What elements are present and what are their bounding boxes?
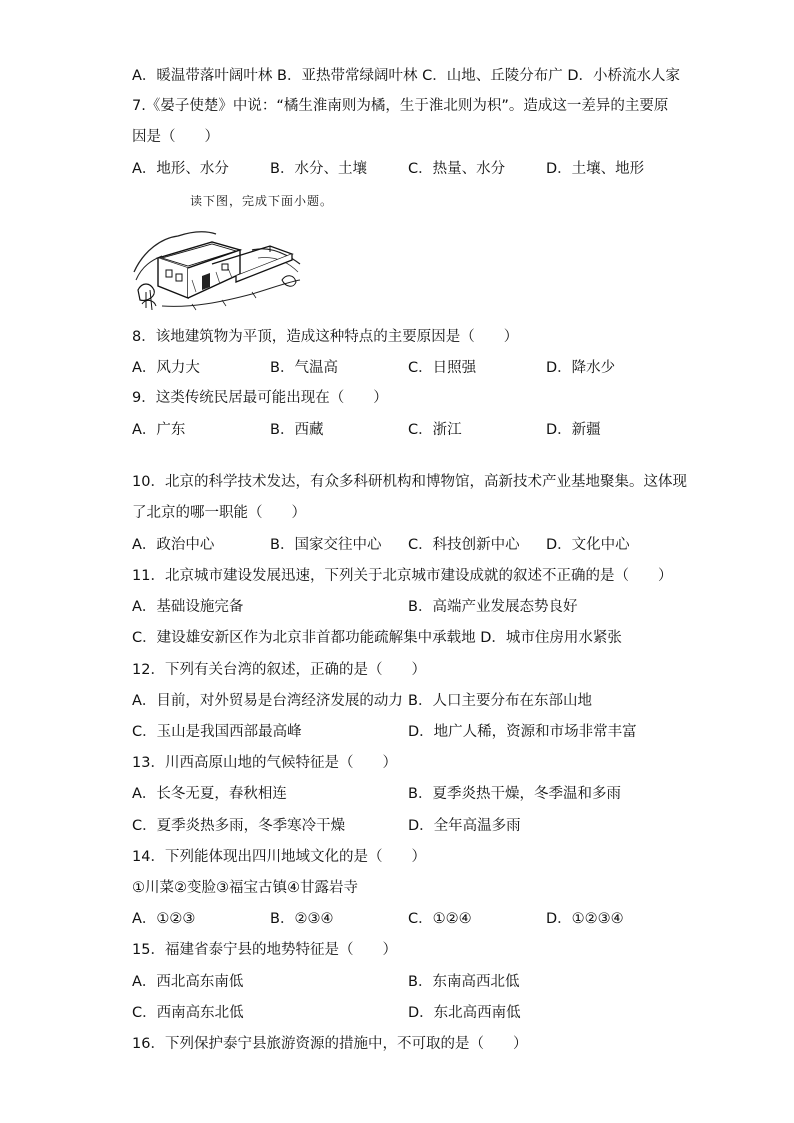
q11-option-a: A．基础设施完备 bbox=[132, 599, 244, 615]
q11-option-b: B．高端产业发展态势良好 bbox=[408, 599, 578, 615]
q16-stem: 16．下列保护泰宁县旅游资源的措施中，不可取的是（ ） bbox=[132, 1036, 528, 1052]
q15-stem: 15．福建省泰宁县的地势特征是（ ） bbox=[132, 942, 397, 958]
q9-option-b: B．西藏 bbox=[270, 422, 324, 438]
q15-option-a: A．西北高东南低 bbox=[132, 974, 244, 990]
q12-stem: 12．下列有关台湾的叙述，正确的是（ ） bbox=[132, 662, 426, 678]
q9-option-c: C．浙江 bbox=[408, 422, 462, 438]
q12-option-d: D．地广人稀，资源和市场非常丰富 bbox=[408, 724, 637, 740]
flat-roof-house-illustration bbox=[132, 220, 302, 312]
q8-option-d: D．降水少 bbox=[546, 360, 616, 376]
q10-stem-line1: 10．北京的科学技术发达，有众多科研机构和博物馆，高新技术产业基地聚集。这体现 bbox=[132, 474, 687, 490]
q12-option-c: C．玉山是我国西部最高峰 bbox=[132, 724, 302, 740]
q7-option-b: B．水分、土壤 bbox=[270, 161, 367, 177]
q10-option-a: A．政治中心 bbox=[132, 537, 215, 553]
q8-option-b: B．气温高 bbox=[270, 360, 338, 376]
q7-stem-line1: 7.《晏子使楚》中说：“橘生淮南则为橘，生于淮北则为枳”。造成这一差异的主要原 bbox=[132, 98, 669, 114]
q11-stem: 11．北京城市建设发展迅速，下列关于北京城市建设成就的叙述不正确的是（ ） bbox=[132, 568, 673, 584]
q15-option-c: C．西南高东北低 bbox=[132, 1005, 244, 1021]
q14-option-c: C．①②④ bbox=[408, 911, 472, 927]
q10-option-b: B．国家交往中心 bbox=[270, 537, 382, 553]
q15-option-d: D．东北高西南低 bbox=[408, 1005, 521, 1021]
q6-options: A．暖温带落叶阔叶林 B．亚热带常绿阔叶林 C．山地、丘陵分布广 D．小桥流水人家 bbox=[132, 68, 680, 84]
q8-option-c: C．日照强 bbox=[408, 360, 477, 376]
q14-option-d: D．①②③④ bbox=[546, 911, 624, 927]
q14-stem: 14．下列能体现出四川地域文化的是（ ） bbox=[132, 849, 426, 865]
q9-stem: 9．这类传统民居最可能出现在（ ） bbox=[132, 390, 388, 406]
q10-stem-line2: 了北京的哪一职能（ ） bbox=[132, 505, 306, 521]
q7-option-a: A．地形、水分 bbox=[132, 161, 229, 177]
q13-option-b: B．夏季炎热干燥，冬季温和多雨 bbox=[408, 786, 621, 802]
q7-option-c: C．热量、水分 bbox=[408, 161, 506, 177]
q9-option-d: D．新疆 bbox=[546, 422, 601, 438]
q10-option-d: D．文化中心 bbox=[546, 537, 630, 553]
q13-stem: 13．川西高原山地的气候特征是（ ） bbox=[132, 755, 397, 771]
q7-option-d: D．土壤、地形 bbox=[546, 161, 645, 177]
q13-option-c: C．夏季炎热多雨，冬季寒冷干燥 bbox=[132, 818, 346, 834]
q7-stem-line2: 因是（ ） bbox=[132, 129, 219, 145]
q9-option-a: A．广东 bbox=[132, 422, 186, 438]
q8-option-a: A．风力大 bbox=[132, 360, 200, 376]
q14-items: ①川菜②变脸③福宝古镇④甘露岩寺 bbox=[132, 880, 358, 896]
q12-option-b: B．人口主要分布在东部山地 bbox=[408, 693, 592, 709]
q13-option-d: D．全年高温多雨 bbox=[408, 818, 521, 834]
q12-option-a: A．目前，对外贸易是台湾经济发展的动力 bbox=[132, 693, 403, 709]
q15-option-b: B．东南高西北低 bbox=[408, 974, 520, 990]
q11-option-cd: C．建设雄安新区作为北京非首都功能疏解集中承载地 D．城市住房用水紧张 bbox=[132, 630, 622, 646]
q8-stem: 8．该地建筑物为平顶，造成这种特点的主要原因是（ ） bbox=[132, 329, 519, 345]
q14-option-a: A．①②③ bbox=[132, 911, 196, 927]
q10-option-c: C．科技创新中心 bbox=[408, 537, 520, 553]
figure-caption: 读下图，完成下面小题。 bbox=[190, 194, 334, 208]
q13-option-a: A．长冬无夏，春秋相连 bbox=[132, 786, 287, 802]
q14-option-b: B．②③④ bbox=[270, 911, 334, 927]
